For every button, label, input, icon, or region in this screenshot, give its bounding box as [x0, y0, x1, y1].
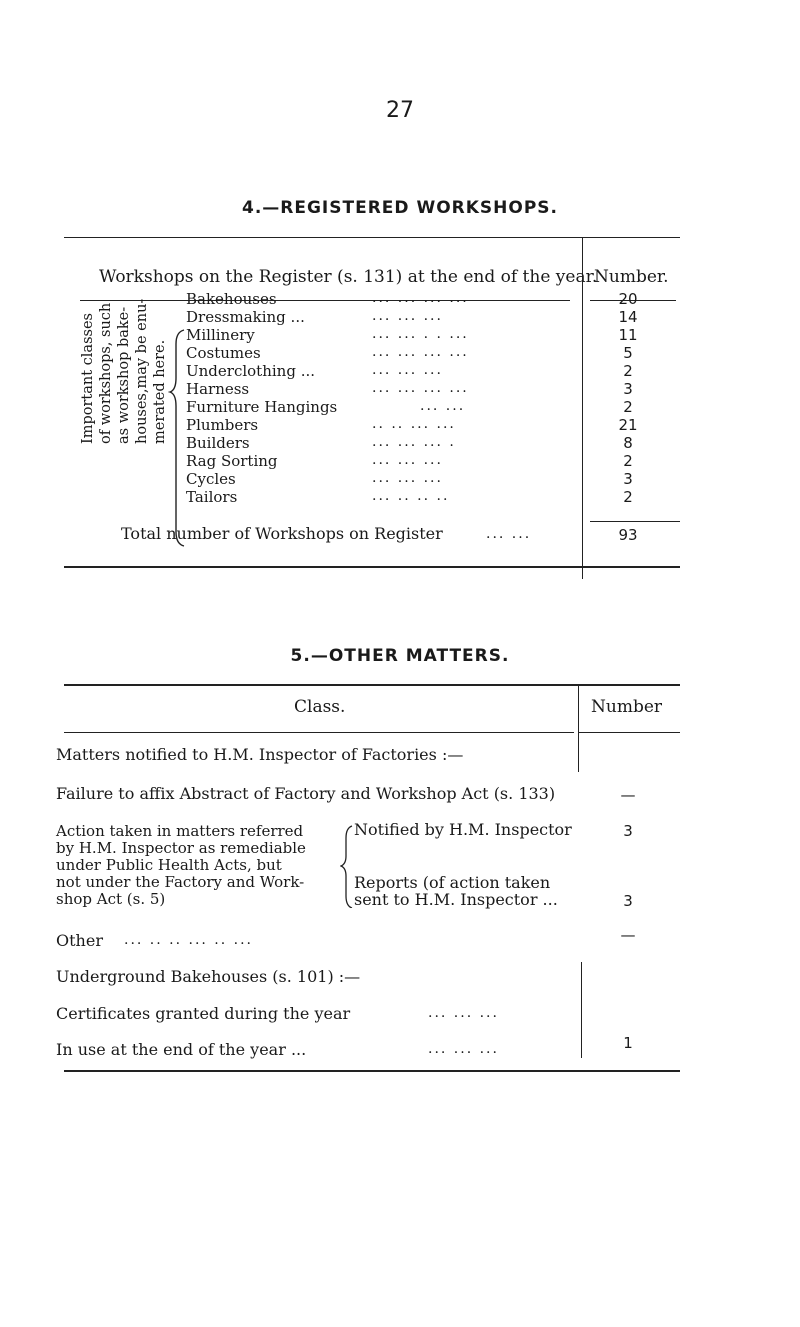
row-dots: ... ... — [420, 398, 466, 414]
row-number: 2 — [623, 452, 633, 470]
certificates-dots: ... ... ... — [428, 1005, 499, 1021]
row-dots: ... ... ... — [372, 308, 443, 324]
table2-header-rule-left — [64, 732, 574, 733]
total-dots: ... ... — [486, 526, 532, 542]
reports-line: Reports (of action taken — [354, 873, 551, 892]
row-label: Tailors — [186, 488, 238, 506]
row-label: Builders — [186, 434, 250, 452]
row-dots: ... ... ... ... — [372, 380, 469, 396]
row-dots: ... ... ... — [372, 362, 443, 378]
row-number: 8 — [623, 434, 633, 452]
total-rule — [590, 521, 680, 522]
table2-header-rule-right — [578, 732, 680, 733]
row-label: Bakehouses — [186, 290, 277, 308]
row-number: 3 — [623, 380, 633, 398]
row-number: 20 — [618, 290, 638, 308]
total-number: 93 — [618, 526, 638, 544]
row-dots: .. .. ... ... — [372, 416, 456, 432]
row-dots: ... ... ... — [372, 470, 443, 486]
section-title-other-matters: 5.—OTHER MATTERS. — [290, 646, 510, 666]
page-number: 27 — [386, 98, 414, 123]
in-use-label: In use at the end of the year ... — [56, 1040, 307, 1059]
total-label: Total number of Workshops on Register — [121, 524, 443, 543]
row-dots: ... ... . . ... — [372, 326, 469, 342]
row-number: 11 — [618, 326, 638, 344]
section-title-registered-workshops: 4.—REGISTERED WORKSHOPS. — [241, 198, 558, 218]
action-line: by H.M. Inspector as remediable — [56, 839, 306, 857]
side-note-line: as workshop bake- — [116, 306, 132, 444]
header-rule-left — [80, 300, 570, 301]
row-label: Millinery — [186, 326, 255, 344]
underground-divider — [581, 962, 582, 1058]
row-number: 21 — [618, 416, 638, 434]
row-number: 5 — [623, 344, 633, 362]
row-label: Plumbers — [186, 416, 259, 434]
failure-label: Failure to affix Abstract of Factory and Workshop Act (s. 133) — [56, 784, 556, 803]
table-bottom-rule — [64, 566, 680, 568]
row-label: Cycles — [186, 470, 236, 488]
side-note-brace — [168, 310, 188, 550]
side-note-line: Important classes — [80, 313, 96, 444]
notified-label: Notified by H.M. Inspector — [354, 820, 572, 839]
row-dots: ... .. .. .. — [372, 488, 450, 504]
row-label: Dressmaking ... — [186, 308, 305, 326]
action-line: Action taken in matters referred — [56, 822, 304, 840]
action-line: under Public Health Acts, but — [56, 856, 282, 874]
row-label: Harness — [186, 380, 250, 398]
row-number: 2 — [623, 398, 633, 416]
reports-line: sent to H.M. Inspector ... — [354, 890, 558, 909]
side-note-line: of workshops, such — [98, 302, 114, 444]
number-column-divider — [582, 237, 583, 579]
row-number: 3 — [623, 470, 633, 488]
row-dots: ... ... ... ... — [372, 290, 469, 306]
row-label: Furniture Hangings — [186, 398, 338, 416]
row-dots: ... ... ... — [372, 452, 443, 468]
other-dots: ... .. .. ... .. ... — [124, 932, 254, 948]
row-label: Costumes — [186, 344, 261, 362]
row-number: 2 — [623, 488, 633, 506]
workshops-header-label: Workshops on the Register (s. 131) at the end of the year. — [99, 267, 598, 287]
certificates-label: Certificates granted during the year — [56, 1004, 351, 1023]
in-use-number: 1 — [623, 1034, 633, 1052]
notified-number: 3 — [623, 822, 633, 840]
row-label: Underclothing ... — [186, 362, 316, 380]
failure-number: — — [620, 786, 636, 804]
reports-number: 3 — [623, 892, 633, 910]
table-top-rule — [64, 237, 680, 238]
other-label: Other — [56, 931, 103, 950]
row-label: Rag Sorting — [186, 452, 278, 470]
underground-heading: Underground Bakehouses (s. 101) :— — [56, 967, 361, 986]
notified-heading: Matters notified to H.M. Inspector of Factories :— — [56, 745, 464, 764]
action-line: not under the Factory and Work- — [56, 873, 305, 891]
table2-header-divider — [578, 686, 579, 772]
row-dots: ... ... ... ... — [372, 344, 469, 360]
row-dots: ... ... ... . — [372, 434, 456, 450]
other-number: — — [620, 926, 636, 944]
other-header-number: Number — [591, 697, 663, 717]
in-use-dots: ... ... ... — [428, 1041, 499, 1057]
row-number: 14 — [618, 308, 638, 326]
action-line: shop Act (s. 5) — [56, 890, 166, 908]
workshops-header-number: Number. — [594, 267, 669, 287]
other-header-class: Class. — [294, 697, 346, 717]
side-note-line: houses,may be enu- — [134, 298, 150, 444]
table2-top-rule — [64, 684, 680, 686]
table2-bottom-rule — [64, 1070, 680, 1072]
row-number: 2 — [623, 362, 633, 380]
side-note-line: merated here. — [152, 339, 168, 444]
